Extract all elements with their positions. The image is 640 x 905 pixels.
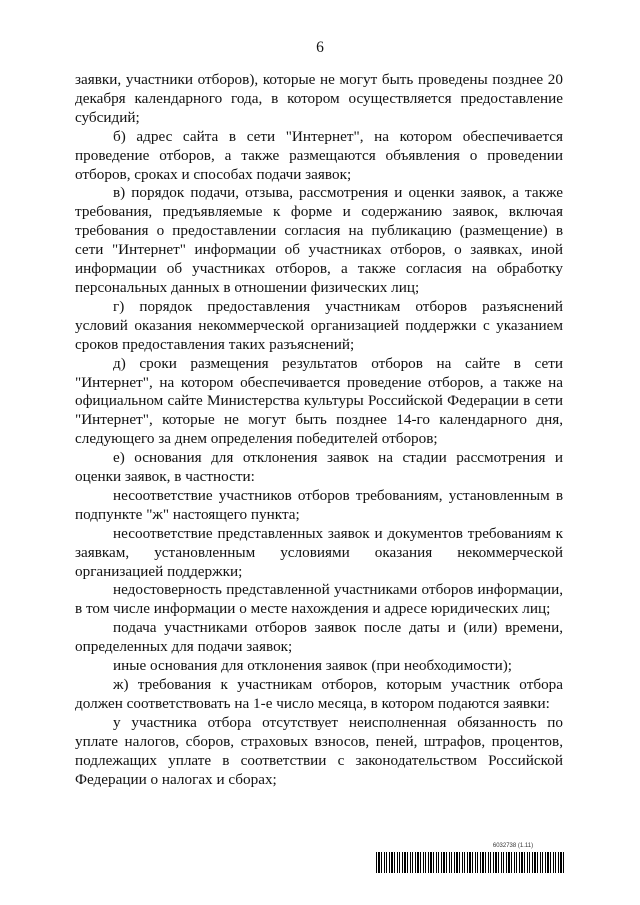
paragraph: несоответствие участников отборов требованиям, установленным в подпункте "ж" настоящего пункта; <box>75 486 563 523</box>
page-number: 6 <box>316 39 324 56</box>
paragraph: у участника отбора отсутствует неисполненная обязанность по уплате налогов, сборов, страховых взносов, пеней, штрафов, процентов, подлежащих уплате в соответствии с законодательством Российской Федерации о налогах и сборах; <box>75 713 563 788</box>
body-text <box>75 71 563 789</box>
document-code: 6032738 (1.11) <box>492 843 534 849</box>
paragraph: д) сроки размещения результатов отборов на сайте в сети "Интернет", на котором обеспечивается проведение отборов, а также на официальном сайте Министерства культуры Российской Федерации в сети "Интернет", которые не могут быть позднее 14-го календарного дня, следующего за днем определения победителей отборов; <box>75 354 563 448</box>
paragraph: подача участниками отборов заявок после даты и (или) времени, определенных для подачи заявок; <box>75 619 563 656</box>
paragraph: в) порядок подачи, отзыва, рассмотрения и оценки заявок, а также требования, предъявляемые к форме и содержанию заявок, включая требования о предоставлении согласия на публикацию (размещение) в сети "Интернет" информации об участниках отборов, о заявках, иной информации об участниках отборов, а также согласия на обработку персональных данных в отношении физических лиц; <box>75 184 563 296</box>
paragraph: е) основания для отклонения заявок на стадии рассмотрения и оценки заявок, в частности: <box>75 449 563 486</box>
paragraph: б) адрес сайта в сети "Интернет", на котором обеспечивается проведение отборов, а также размещаются объявления о проведении отборов, сроках и способах подачи заявок; <box>75 127 563 183</box>
paragraph: недостоверность представленной участниками отборов информации, в том числе информации о месте нахождения и адресе юридических лиц; <box>75 581 563 618</box>
paragraph: г) порядок предоставления участникам отборов разъяснений условий оказания некоммерческой организацией поддержки с указанием сроков предоставления таких разъяснений; <box>75 297 563 353</box>
barcode <box>376 852 564 873</box>
paragraph: заявки, участники отборов), которые не могут быть проведены позднее 20 декабря календарного года, в котором осуществляется предоставление субсидий; <box>75 71 563 126</box>
paragraph: несоответствие представленных заявок и документов требованиям к заявкам, установленным условиями оказания некоммерческой организацией поддержки; <box>75 524 563 580</box>
paragraph: ж) требования к участникам отборов, которым участник отбора должен соответствовать на 1-е число месяца, в котором подаются заявки: <box>75 676 563 712</box>
paragraph: иные основания для отклонения заявок (при необходимости); <box>113 657 513 675</box>
